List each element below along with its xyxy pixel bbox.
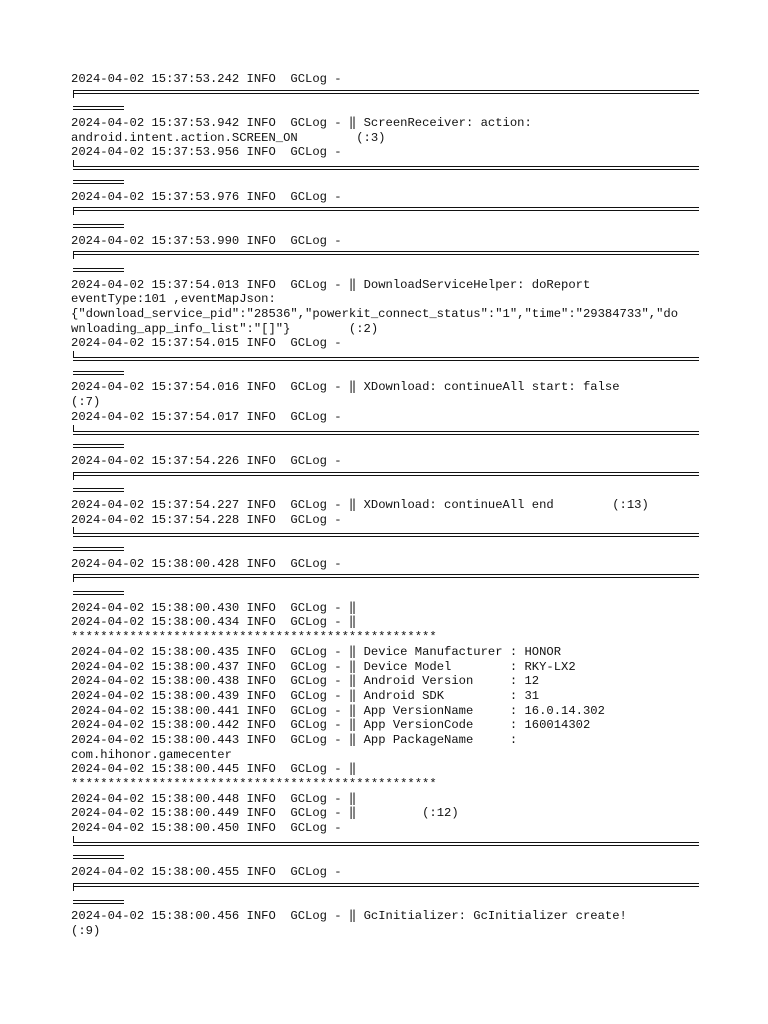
log-line: (:9) xyxy=(71,923,101,938)
box-bottom-border xyxy=(71,836,699,851)
double-rule xyxy=(73,842,699,846)
box-top-border xyxy=(71,469,699,484)
box-border-wrap xyxy=(71,542,699,557)
box-border-wrap xyxy=(71,586,699,601)
box-border-wrap xyxy=(71,175,699,190)
box-top-border xyxy=(71,248,699,263)
log-line: 2024-04-02 15:37:53.942 INFO GCLog - ‖ ScreenReceiver: action: xyxy=(71,116,532,131)
log-line: 2024-04-02 15:38:00.455 INFO GCLog - xyxy=(71,865,342,880)
box-bottom-border xyxy=(71,425,699,440)
log-line: 2024-04-02 15:37:54.226 INFO GCLog - xyxy=(71,453,342,468)
box-border-wrap xyxy=(71,850,699,865)
log-line: 2024-04-02 15:37:53.990 INFO GCLog - xyxy=(71,233,342,248)
log-line: 2024-04-02 15:37:53.956 INFO GCLog - xyxy=(71,145,342,160)
double-rule xyxy=(73,90,699,94)
double-rule xyxy=(73,207,699,211)
box-bottom-border xyxy=(71,527,699,542)
log-line: 2024-04-02 15:38:00.445 INFO GCLog - ‖ xyxy=(71,762,357,777)
box-border-wrap xyxy=(71,483,699,498)
double-rule xyxy=(73,357,699,361)
box-bottom-border xyxy=(71,351,699,366)
box-border-wrap xyxy=(71,219,699,234)
double-rule xyxy=(73,268,124,272)
double-rule xyxy=(73,180,124,184)
box-border-wrap xyxy=(71,366,699,381)
box-top-border xyxy=(71,87,699,102)
double-rule xyxy=(73,591,124,595)
box-bottom-border xyxy=(71,160,699,175)
log-line: 2024-04-02 15:38:00.442 INFO GCLog - ‖ App VersionCode : 160014302 xyxy=(71,718,591,733)
log-line: 2024-04-02 15:38:00.435 INFO GCLog - ‖ Device Manufacturer : HONOR xyxy=(71,644,562,659)
box-top-border xyxy=(71,880,699,895)
log-line: 2024-04-02 15:38:00.428 INFO GCLog - xyxy=(71,556,342,571)
log-line: 2024-04-02 15:37:53.242 INFO GCLog - xyxy=(71,72,342,86)
log-line: 2024-04-02 15:37:54.227 INFO GCLog - ‖ XDownload: continueAll end (:13) xyxy=(71,497,649,512)
double-rule xyxy=(73,900,124,904)
double-rule xyxy=(73,251,699,255)
log-line: 2024-04-02 15:38:00.448 INFO GCLog - ‖ xyxy=(71,791,357,806)
double-rule xyxy=(73,533,699,537)
log-line: 2024-04-02 15:38:00.430 INFO GCLog - ‖ xyxy=(71,600,357,615)
log-line: com.hihonor.gamecenter xyxy=(71,747,232,762)
log-line: android.intent.action.SCREEN_ON (:3) xyxy=(71,130,386,145)
double-rule xyxy=(73,106,124,110)
double-rule xyxy=(73,883,699,887)
log-line: eventType:101 ,eventMapJson: xyxy=(71,292,276,307)
log-line: wnloading_app_info_list":"[]"} (:2) xyxy=(71,321,379,336)
log-line: 2024-04-02 15:37:54.015 INFO GCLog - xyxy=(71,336,342,351)
log-line: 2024-04-02 15:38:00.439 INFO GCLog - ‖ Android SDK : 31 xyxy=(71,688,540,703)
log-output xyxy=(71,72,699,939)
double-rule xyxy=(73,547,124,551)
double-rule xyxy=(73,166,699,170)
log-line: ************************************************** xyxy=(71,630,437,645)
box-border-wrap xyxy=(71,895,699,910)
box-top-border xyxy=(71,204,699,219)
log-line: 2024-04-02 15:38:00.437 INFO GCLog - ‖ Device Model : RKY-LX2 xyxy=(71,659,576,674)
log-line: ************************************************** xyxy=(71,777,437,791)
double-rule xyxy=(73,855,124,859)
double-rule xyxy=(73,488,124,492)
log-line: 2024-04-02 15:37:54.228 INFO GCLog - xyxy=(71,512,342,527)
double-rule xyxy=(73,472,699,476)
box-border-wrap xyxy=(71,263,699,278)
double-rule xyxy=(73,574,699,578)
log-line: 2024-04-02 15:38:00.441 INFO GCLog - ‖ App VersionName : 16.0.14.302 xyxy=(71,703,605,718)
log-line: 2024-04-02 15:38:00.456 INFO GCLog - ‖ GcInitializer: GcInitializer create! xyxy=(71,909,627,924)
log-line: 2024-04-02 15:37:54.016 INFO GCLog - ‖ XDownload: continueAll start: false xyxy=(71,380,620,395)
double-rule xyxy=(73,444,124,448)
log-line: 2024-04-02 15:37:54.017 INFO GCLog - xyxy=(71,409,342,424)
box-border-wrap xyxy=(71,439,699,454)
box-border-wrap xyxy=(71,101,699,116)
log-line: 2024-04-02 15:38:00.438 INFO GCLog - ‖ Android Version : 12 xyxy=(71,674,540,689)
log-line: 2024-04-02 15:38:00.449 INFO GCLog - ‖ (:12) xyxy=(71,806,459,821)
log-line: {"download_service_pid":"28536","powerkit_connect_status":"1","time":"29384733","do xyxy=(71,307,679,321)
double-rule xyxy=(73,371,124,375)
log-line: 2024-04-02 15:38:00.450 INFO GCLog - xyxy=(71,821,342,836)
double-rule xyxy=(73,224,124,228)
log-line: (:7) xyxy=(71,395,101,410)
double-rule xyxy=(73,431,699,435)
log-line: 2024-04-02 15:37:54.013 INFO GCLog - ‖ DownloadServiceHelper: doReport xyxy=(71,277,591,292)
log-line: 2024-04-02 15:38:00.443 INFO GCLog - ‖ App PackageName : xyxy=(71,732,518,747)
box-top-border xyxy=(71,571,699,586)
log-line: 2024-04-02 15:37:53.976 INFO GCLog - xyxy=(71,189,342,204)
log-line: 2024-04-02 15:38:00.434 INFO GCLog - ‖ xyxy=(71,615,357,630)
